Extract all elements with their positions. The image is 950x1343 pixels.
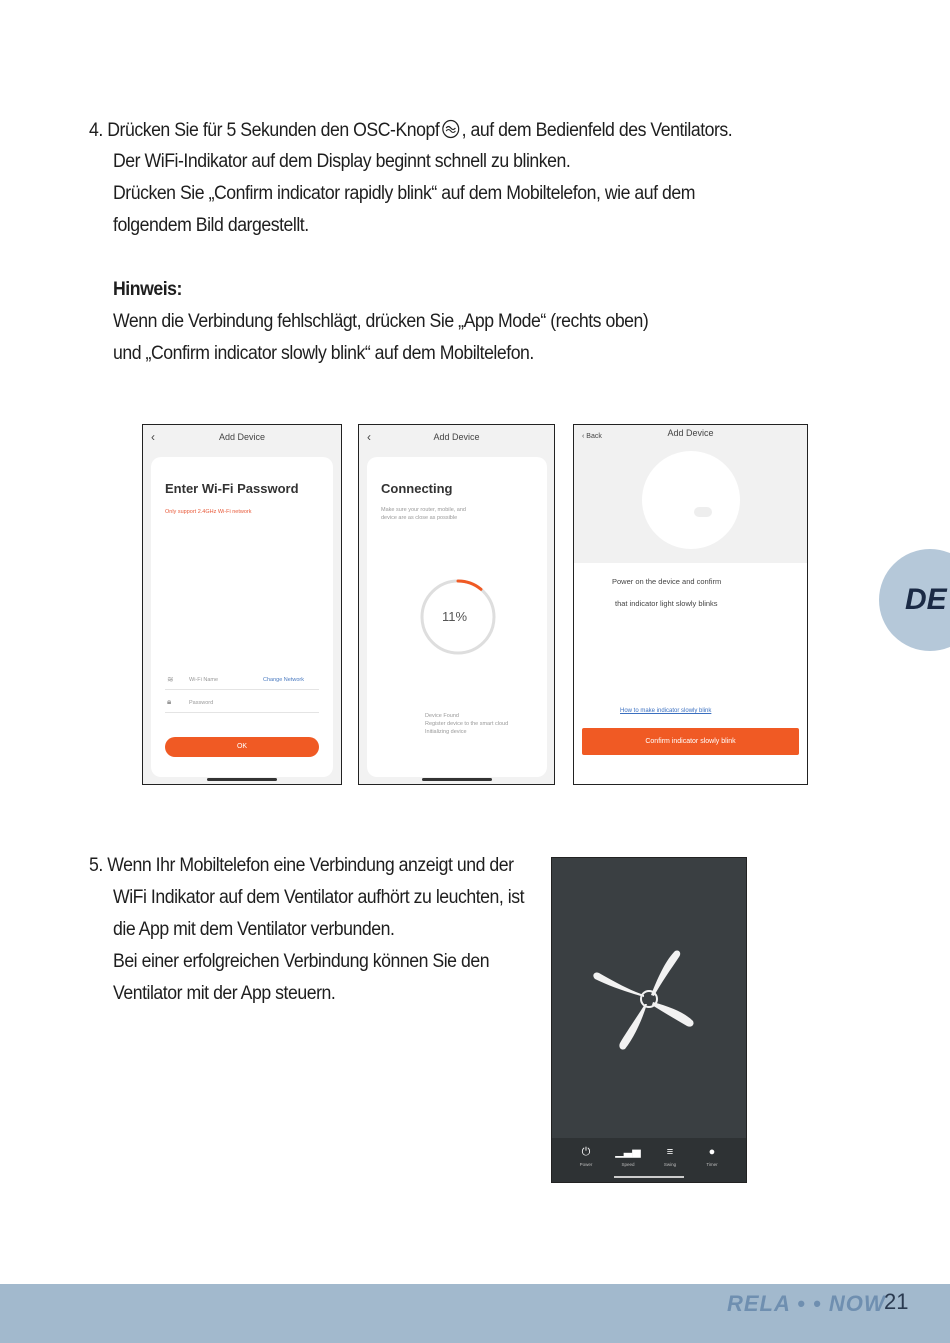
step5-line1: 5. Wenn Ihr Mobiltelefon eine Verbindung anzeigt und der: [89, 855, 514, 876]
nav-active-indicator: [614, 1176, 684, 1178]
back-icon[interactable]: ‹: [151, 430, 155, 444]
divider: [165, 712, 319, 713]
screenshot-wifi-password: [142, 424, 342, 785]
osc-button-icon: [441, 119, 460, 139]
step5-line2: WiFi Indikator auf dem Ventilator aufhört zu leuchten, ist: [113, 887, 525, 908]
wifi-name-label: Wi-Fi Name: [189, 677, 219, 683]
screen1-card: [151, 457, 333, 777]
change-network-link[interactable]: Change Network: [263, 677, 304, 683]
step5-line3: die App mit dem Ventilator verbunden.: [113, 919, 395, 940]
page-number: 21: [884, 1289, 909, 1314]
screen2-header: Add Device: [433, 432, 480, 442]
screen2-subtitle-2: device are as close as possible: [381, 515, 458, 521]
back-icon[interactable]: ‹: [367, 430, 371, 444]
swing-icon: ≡: [666, 1146, 674, 1158]
divider: [165, 689, 319, 690]
step4-line1: [89, 119, 732, 142]
step-register-cloud: Register device to the smart cloud: [425, 721, 509, 727]
home-indicator: [422, 778, 492, 781]
language-tab: [879, 549, 950, 651]
nav-timer[interactable]: [692, 1144, 732, 1170]
device-illustration: [642, 451, 740, 549]
password-field[interactable]: Password: [189, 700, 214, 706]
nav-swing[interactable]: [650, 1144, 690, 1170]
home-indicator: [207, 778, 277, 781]
confirm-slowly-blink-button[interactable]: Confirm indicator slowly blink: [582, 728, 799, 755]
screen3-instruction-2: that indicator light slowly blinks: [615, 599, 718, 608]
screen1-header: Add Device: [218, 432, 266, 442]
step4-line2: Der WiFi-Indikator auf dem Display beginnt schnell zu blinken.: [113, 151, 571, 172]
indicator-light-icon: [694, 507, 712, 517]
note-line2: und „Confirm indicator slowly blink“ auf dem Mobiltelefon.: [113, 343, 534, 364]
bottom-nav: [552, 1138, 746, 1182]
nav-speed[interactable]: [608, 1144, 648, 1170]
nav-power[interactable]: [566, 1144, 606, 1170]
timer-icon: ●: [708, 1146, 716, 1158]
screen1-subtitle: Only support 2.4GHz Wi-Fi network: [165, 509, 252, 515]
screenshot-connecting: [358, 424, 555, 785]
help-link[interactable]: How to make indicator slowly blink: [620, 708, 712, 714]
screen2-subtitle-1: Make sure your router, mobile, and: [381, 507, 466, 513]
note-line1: Wenn die Verbindung fehlschlägt, drücken Sie „App Mode“ (rechts oben): [113, 311, 649, 332]
progress-percentage: 11%: [442, 609, 468, 624]
wifi-icon: ≋: [167, 675, 174, 684]
language-tab-label: DE: [905, 583, 947, 616]
nav-timer-label: Timer: [706, 1162, 718, 1167]
step4-line3: Drücken Sie „Confirm indicator rapidly blink“ auf dem Mobiltelefon, wie auf dem: [113, 183, 695, 204]
screen3-header: Add Device: [667, 428, 714, 438]
screen3-instruction-1: Power on the device and confirm: [612, 577, 722, 586]
step5-line5: Ventilator mit der App steuern.: [113, 983, 336, 1004]
screen1-title: Enter Wi-Fi Password: [165, 481, 299, 496]
back-label: Back: [586, 433, 602, 440]
nav-power-label: Power: [579, 1162, 593, 1167]
screen2-card: [367, 457, 547, 777]
fan-icon: [586, 946, 712, 1066]
nav-swing-label: Swing: [663, 1162, 677, 1167]
ok-button[interactable]: OK: [165, 737, 319, 757]
step-device-found: Device Found: [425, 713, 459, 719]
screenshot-confirm-blink: [573, 424, 808, 785]
screen2-title: Connecting: [381, 481, 453, 496]
step4-line1-b: , auf dem Bedienfeld des Ventilators.: [461, 120, 733, 141]
back-button[interactable]: ‹ Back: [582, 433, 602, 440]
step4-line1-a: 4. Drücken Sie für 5 Sekunden den OSC-Knopf: [89, 120, 440, 141]
power-icon: ⏻: [581, 1146, 591, 1158]
step4-line4: folgendem Bild dargestellt.: [113, 215, 309, 236]
screenshot-fan-app: [551, 857, 747, 1183]
lock-icon: 🔒︎: [167, 697, 172, 706]
nav-speed-label: Speed: [621, 1162, 635, 1167]
step-initializing: Initializing device: [425, 729, 467, 735]
note-heading: Hinweis:: [113, 279, 182, 300]
speed-icon: ▁▃▅: [615, 1146, 641, 1158]
step5-line4: Bei einer erfolgreichen Verbindung können Sie den: [113, 951, 490, 972]
brand-logo: RELA • • NOW: [727, 1291, 886, 1316]
